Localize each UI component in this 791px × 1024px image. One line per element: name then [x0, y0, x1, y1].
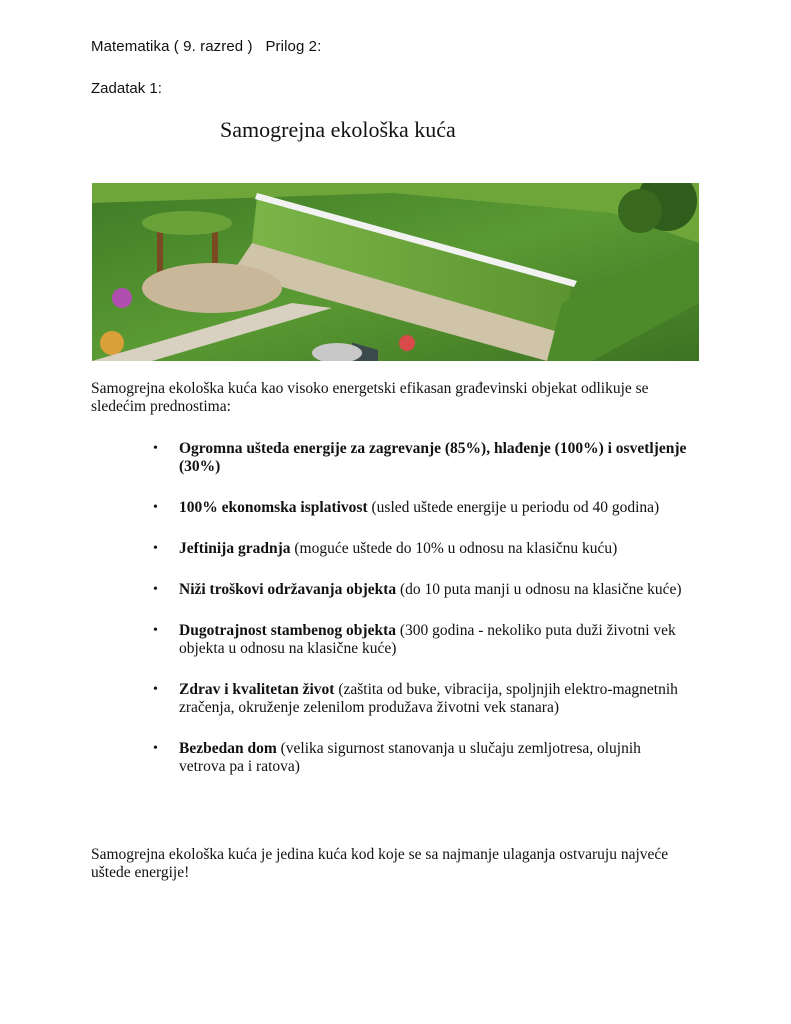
- list-item: [150, 581, 690, 599]
- bullet-icon: •: [153, 623, 158, 638]
- benefit-detail: (zaštita od buke, vibracija, spoljnjih elektro-magnetnih zračenja, okruženje zelenilom produžava životni vek stanara): [179, 681, 678, 716]
- course-label: Matematika ( 9. razred ): [91, 38, 253, 55]
- list-item: [150, 740, 690, 776]
- benefit-detail: (usled uštede energije u periodu od 40 godina): [367, 499, 660, 516]
- benefit-title: Niži troškovi održavanja objekta: [179, 581, 397, 598]
- benefit-title: 100% ekonomska isplativost: [179, 499, 368, 516]
- document-header: [91, 38, 321, 55]
- benefits-list: [150, 440, 690, 776]
- list-item: [150, 440, 690, 476]
- page-title: Samogrejna ekološka kuća: [220, 117, 456, 142]
- benefit-title: Dugotrajnost stambenog objekta: [179, 622, 396, 639]
- benefit-detail: (do 10 puta manji u odnosu na klasične kuće): [396, 581, 682, 598]
- benefit-title: Zdrav i kvalitetan život: [179, 681, 335, 698]
- benefit-title: Ogromna ušteda energije za zagrevanje (85%), hlađenje (100%) i osvetljenje (30%): [179, 440, 687, 475]
- eco-house-photo: [92, 183, 699, 361]
- attachment-label: Prilog 2:: [265, 38, 322, 55]
- bullet-icon: •: [153, 682, 158, 697]
- benefit-title: Jeftinija gradnja: [179, 540, 291, 557]
- list-item: [150, 499, 690, 517]
- list-item: [150, 622, 690, 658]
- bullet-icon: •: [153, 500, 158, 515]
- bullet-icon: •: [153, 582, 158, 597]
- closing-paragraph: Samogrejna ekološka kuća je jedina kuća kod koje se sa najmanje ulaganja ostvaruju najveće uštede energije!: [91, 846, 669, 881]
- task-label: Zadatak 1:: [91, 80, 162, 97]
- benefit-title: Bezbedan dom: [179, 740, 277, 757]
- bullet-icon: •: [153, 441, 158, 456]
- intro-paragraph: Samogrejna ekološka kuća kao visoko energetski efikasan građevinski objekat odlikuje se sledećim prednostima:: [91, 380, 649, 415]
- benefit-detail: (velika sigurnost stanovanja u slučaju zemljotresa, olujnih vetrova pa i ratova): [179, 740, 641, 775]
- benefit-detail: (300 godina - nekoliko puta duži životni vek objekta u odnosu na klasične kuće): [179, 622, 676, 657]
- bullet-icon: •: [153, 541, 158, 556]
- benefit-detail: (moguće uštede do 10% u odnosu na klasičnu kuću): [290, 540, 618, 557]
- bullet-icon: •: [153, 741, 158, 756]
- list-item: [150, 540, 690, 558]
- list-item: [150, 681, 690, 717]
